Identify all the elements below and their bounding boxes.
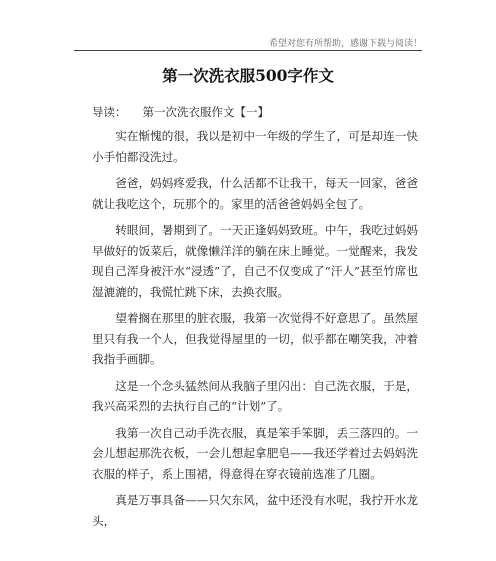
paragraph: 转眼间，暑期到了。一天正逢妈妈致班。中午，我吃过妈妈早做好的饭菜后，就像懒洋洋的躺在床上睡觉。一觉醒来，我发现自己浑身被汗水“浸透”了，自己不仅变成了“汗人”甚至竹席也湿漉漉的，我慌忙跳下床，去换衣服。: [92, 223, 418, 299]
paragraph: 实在惭愧的很，我以是初中一年级的学生了，可是却连一快小手怕都没洗过。: [92, 129, 418, 164]
guide-label: 导读：: [92, 105, 127, 119]
paragraph: 这是一个念头猛然间从我脑子里闪出：自己洗衣服，于是，我兴高采烈的去执行自己的“计划”了。: [92, 378, 418, 413]
guide-text: 第一次洗衣服作文【一】: [142, 105, 269, 119]
header-divider: [74, 50, 422, 51]
paragraph: 爸爸，妈妈疼爱我，什么活都不让我干，每天一回家，爸爸就让我吃这个，玩那个的。家里的活爸爸妈妈全包了。: [92, 176, 418, 211]
guide-line: [92, 104, 269, 120]
paragraph: 望着搁在那里的脏衣服，我第一次觉得不好意思了。虽然屋里只有我一个人，但我觉得屋里的一切，似乎都在嘲笑我，冲着我指手画脚。: [92, 311, 418, 366]
paragraph: 我第一次自己动手洗衣服，真是笨手笨脚，丢三落四的。一会儿想起那洗衣板，一会儿想起拿肥皂——我还学着过去妈妈洗衣服的样子，系上围裙，得意得在穿衣镜前选准了几圈。: [92, 425, 418, 481]
paragraph: 真是万事具备——只欠东风，盆中还没有水呢，我拧开水龙头，: [92, 493, 418, 528]
document-title: 第一次洗衣服500字作文: [162, 66, 334, 85]
header-note: 希望对您有所帮助，感谢下载与阅读！: [268, 39, 422, 49]
document-body: [92, 126, 418, 537]
